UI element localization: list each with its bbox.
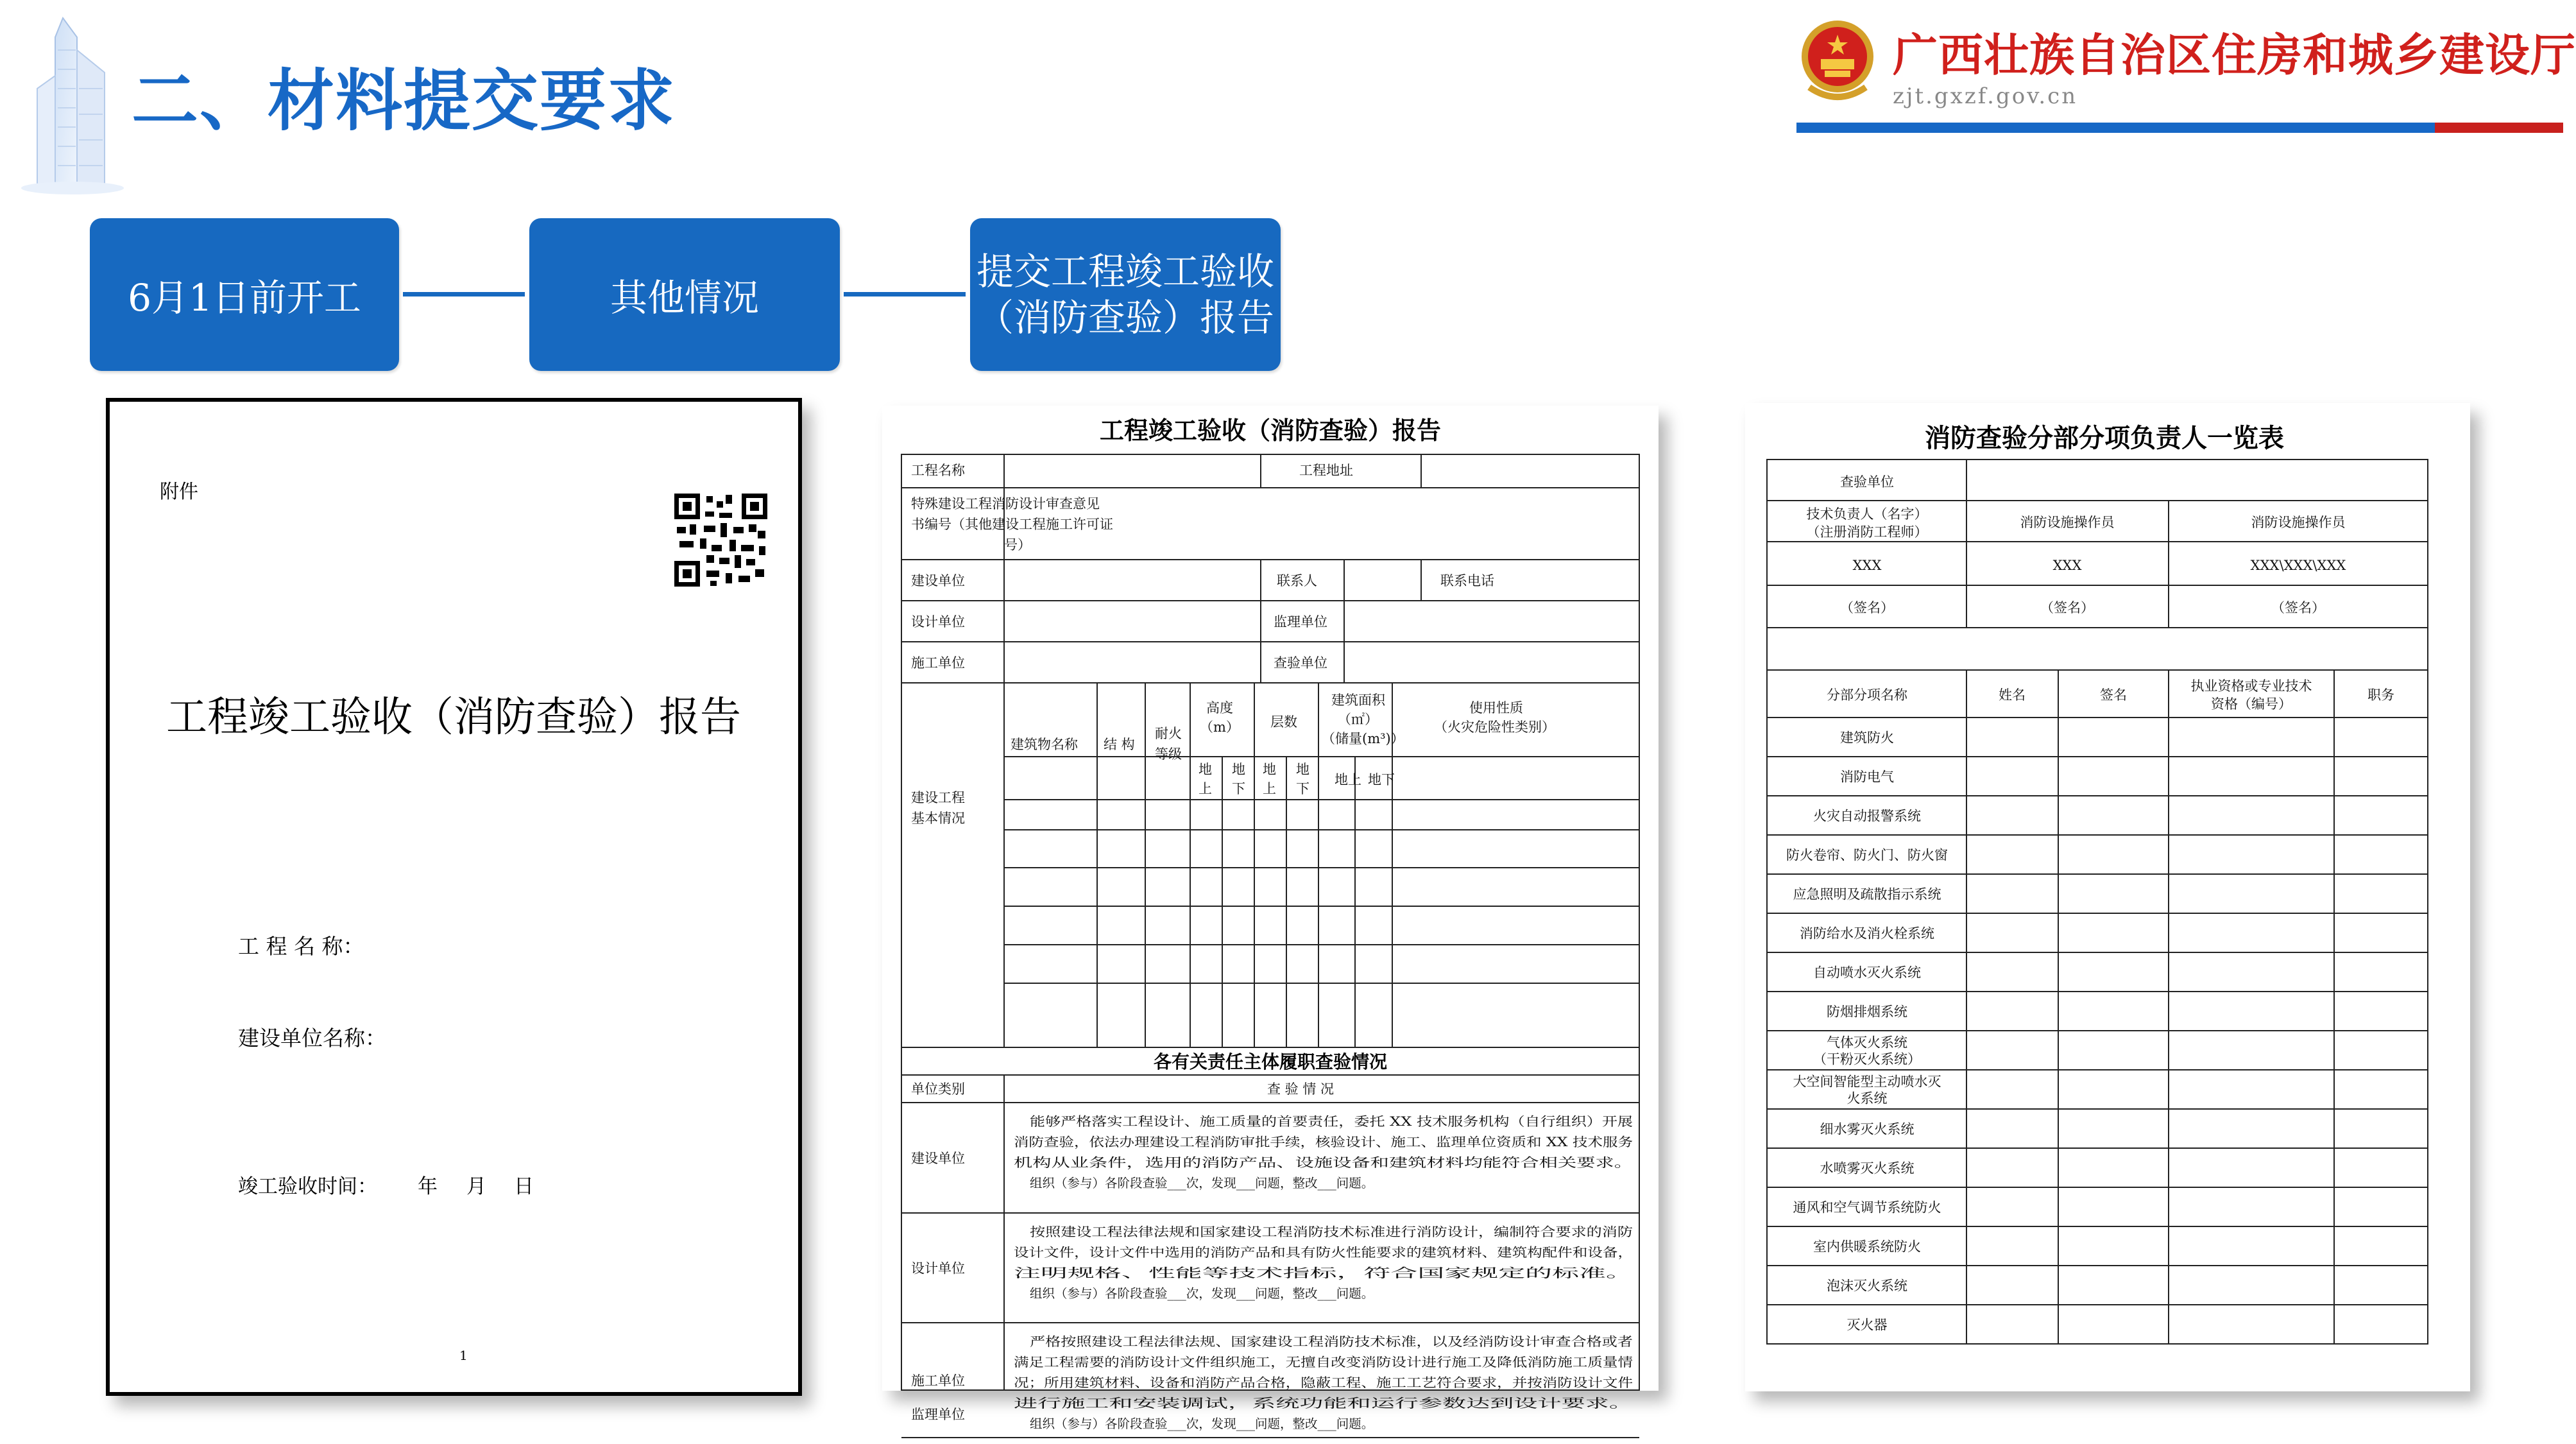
report-row-unit: 施工单位 (911, 1373, 965, 1389)
report-basic-line2: 基本情况 (911, 811, 965, 826)
cover-month: 月 (466, 1175, 486, 1198)
report-title: 工程竣工验收（消防查验）报告 (1099, 416, 1442, 445)
org-url: zjt.gxzf.gov.cn (1893, 83, 2078, 109)
report-below-1: 地 (1232, 762, 1245, 777)
org-name: 广西壮族自治区住房和城乡建设厅 (1893, 29, 2576, 82)
report-project-address: 工程地址 (1299, 463, 1353, 478)
report-row-unit: 建设单位 (911, 1151, 965, 1166)
list-col-name: 分部分项名称 (1827, 687, 1907, 703)
cover-attachment: 附件 (160, 481, 198, 503)
report-form-document (882, 406, 1659, 1431)
report-duty-section: 各有关责任主体履职查验情况 (1153, 1051, 1388, 1072)
cover-time-label: 竣工验收时间： (238, 1175, 377, 1198)
report-row-text: 消防查验，依法办理建设工程消防审批手续，核验设计、施工、监理单位资质和 XX 技术服务 (1014, 1135, 1633, 1149)
list-sign-c: （签名） (2271, 600, 2325, 615)
list-item-name: 细水雾灭火系统 (1820, 1121, 1915, 1137)
report-use-line2: （火灾危险性类别） (1434, 719, 1555, 735)
report-height-line2: （m） (1200, 719, 1240, 735)
report-permit-line1: 特殊建设工程消防设计审查意见 (911, 496, 1100, 511)
list-tech-line2: （注册消防工程师） (1806, 524, 1928, 540)
cover-project-name-label: 工 程 名 称： (238, 934, 364, 959)
cover-day: 日 (514, 1175, 534, 1198)
report-area-line2: （㎡） (1338, 712, 1378, 727)
list-inspector: 查验单位 (1840, 474, 1894, 490)
report-above-1: 地 (1198, 762, 1212, 777)
report-height-line1: 高度 (1206, 700, 1233, 716)
list-item-name: 防烟排烟系统 (1827, 1004, 1907, 1020)
report-bldg-name: 建筑物名称 (1011, 737, 1078, 752)
report-row-tally: 组织（参与）各阶段查验___次，发现___问题，整改___问题。 (1030, 1176, 1374, 1190)
step-other-cases: 其他情况 (529, 218, 840, 371)
report-inspector: 查验单位 (1274, 655, 1327, 671)
report-contact: 联系人 (1277, 573, 1317, 589)
list-item-name: 灭火器 (1847, 1317, 1888, 1333)
list-col-sign: 签名 (2100, 687, 2127, 703)
report-unit-type: 单位类别 (911, 1081, 965, 1097)
list-col-cert-line2: 资格（编号） (2211, 696, 2292, 712)
list-item-name: （干粉灭火系统） (1813, 1051, 1921, 1067)
report-row-unit: 设计单位 (911, 1260, 965, 1276)
list-item-name: 消防给水及消火栓系统 (1800, 925, 1934, 941)
report-permit-line2: 书编号（其他建设工程施工许可证 (911, 517, 1113, 532)
list-item-name: 火系统 (1847, 1090, 1888, 1106)
step-connector (403, 292, 525, 297)
report-row-unit: 监理单位 (911, 1407, 965, 1422)
building-icon (18, 12, 127, 198)
step-submit-report: 提交工程竣工验收 （消防查验）报告 (970, 218, 1281, 371)
report-row-text: 进行施工和安装调试，系统功能和运行参数达到设计要求。 (1014, 1396, 1633, 1411)
report-area-below: 地下 (1368, 772, 1395, 787)
header-bar-blue (1796, 123, 2435, 133)
list-tech-line1: 技术负责人（名字） (1806, 506, 1928, 522)
report-constructor: 施工单位 (911, 655, 965, 671)
report-floor-above-1: 地 (1263, 762, 1276, 777)
report-area-line1: 建筑面积 (1331, 692, 1385, 708)
step-start-before-june1: 6月1日前开工 (90, 218, 399, 371)
list-col-cert-line1: 执业资格或专业技术 (2190, 678, 2312, 694)
list-item-name: 通风和空气调节系统防火 (1793, 1199, 1941, 1216)
list-item-name: 火灾自动报警系统 (1813, 808, 1921, 824)
report-use-line1: 使用性质 (1469, 700, 1523, 716)
cover-page-document (106, 398, 802, 1396)
list-xxx-c: XXX\XXX\XXX (2250, 558, 2346, 573)
report-permit-line3: 号） (1004, 537, 1031, 553)
list-item-name: 消防电气 (1840, 769, 1894, 785)
report-row-tally: 组织（参与）各阶段查验___次，发现___问题，整改___问题。 (1030, 1416, 1374, 1431)
report-row-text: 严格按照建设工程法律法规、国家建设工程消防技术标准，以及经消防设计审查合格或者 (1030, 1334, 1633, 1349)
report-structure: 结 构 (1104, 737, 1135, 752)
report-row-text: 按照建设工程法律法规和国家建设工程消防技术标准进行消防设计，编制符合要求的消防 (1030, 1225, 1633, 1239)
report-row-text: 机构从业条件，选用的消防产品、设施设备和建筑材料均能符合相关要求。 (1014, 1155, 1633, 1170)
list-operator-a: 消防设施操作员 (2020, 515, 2115, 530)
report-fire-line1: 耐火 (1155, 726, 1182, 741)
report-below-2: 下 (1232, 781, 1245, 796)
list-col-person: 姓名 (1999, 687, 2026, 703)
report-row-tally: 组织（参与）各阶段查验___次，发现___问题，整改___问题。 (1030, 1286, 1374, 1301)
list-sign-b: （签名） (2040, 600, 2094, 615)
report-row-text: 注明规格、性能等技术指标，符合国家规定的标准。 (1014, 1266, 1633, 1280)
report-row-text: 满足工程需要的消防设计文件组织施工，无擅自改变消防设计进行施工及降低消防施工质量情 (1014, 1355, 1633, 1370)
page-title: 二、材料提交要求 (132, 62, 676, 140)
report-area-line3: （储量(m³)） (1322, 731, 1404, 746)
list-item-name: 自动喷水灭火系统 (1813, 965, 1921, 981)
list-item-name: 大空间智能型主动喷水灭 (1793, 1074, 1941, 1090)
report-floor-below-1: 地 (1296, 762, 1309, 777)
list-title: 消防查验分部分项负责人一览表 (1925, 423, 2284, 453)
list-sign-a: （签名） (1840, 600, 1894, 615)
report-row-text: 况；所用建筑材料、设备和消防产品合格，隐蔽工程、施工工艺符合要求，并按消防设计文件 (1014, 1375, 1633, 1390)
report-builder: 建设单位 (911, 573, 965, 589)
list-xxx-b: XXX (2052, 558, 2082, 573)
qr-code-icon (674, 494, 767, 587)
list-item-name: 室内供暖系统防火 (1813, 1239, 1921, 1255)
list-item-name: 水喷雾灭火系统 (1820, 1160, 1915, 1176)
cover-builder-label: 建设单位名称： (238, 1026, 386, 1051)
report-supervisor: 监理单位 (1274, 614, 1327, 630)
list-item-name: 气体灭火系统 (1827, 1035, 1907, 1051)
report-floor-above-2: 上 (1263, 781, 1276, 796)
cover-title: 工程竣工验收（消防查验）报告 (166, 694, 741, 741)
list-item-name: 建筑防火 (1840, 730, 1894, 746)
report-area-above: 地上 (1335, 772, 1361, 787)
report-basic-line1: 建设工程 (911, 790, 965, 805)
header-bar-red (2435, 123, 2563, 133)
list-operator-b: 消防设施操作员 (2251, 515, 2346, 530)
responsibility-list-document (1745, 403, 2470, 1391)
report-row-text: 设计文件，设计文件中选用的消防产品和具有防火性能要求的建筑材料、建筑构配件和设备， (1014, 1245, 1633, 1260)
list-col-title: 职务 (2367, 687, 2394, 703)
report-inspection-status: 查 验 情 况 (1267, 1081, 1335, 1097)
org-header (1796, 17, 2576, 145)
report-floors: 层数 (1270, 714, 1297, 730)
cover-year: 年 (418, 1175, 438, 1198)
cover-page-number: 1 (459, 1348, 468, 1363)
list-xxx-a: XXX (1852, 558, 1882, 573)
report-row-text: 能够严格落实工程设计、施工质量的首要责任，委托 XX 技术服务机构（自行组织）开展 (1030, 1114, 1633, 1129)
list-item-name: 防火卷帘、防火门、防火窗 (1786, 847, 1948, 863)
list-item-name: 泡沫灭火系统 (1827, 1278, 1907, 1294)
report-floor-below-2: 下 (1296, 781, 1309, 796)
report-above-2: 上 (1198, 781, 1212, 796)
report-fire-line2: 等级 (1155, 746, 1182, 762)
step-connector (844, 292, 966, 297)
report-phone: 联系电话 (1440, 573, 1494, 589)
list-item-name: 应急照明及疏散指示系统 (1793, 886, 1941, 902)
report-project-name: 工程名称 (911, 463, 965, 478)
report-designer: 设计单位 (911, 614, 965, 630)
national-emblem-icon (1796, 17, 1879, 107)
